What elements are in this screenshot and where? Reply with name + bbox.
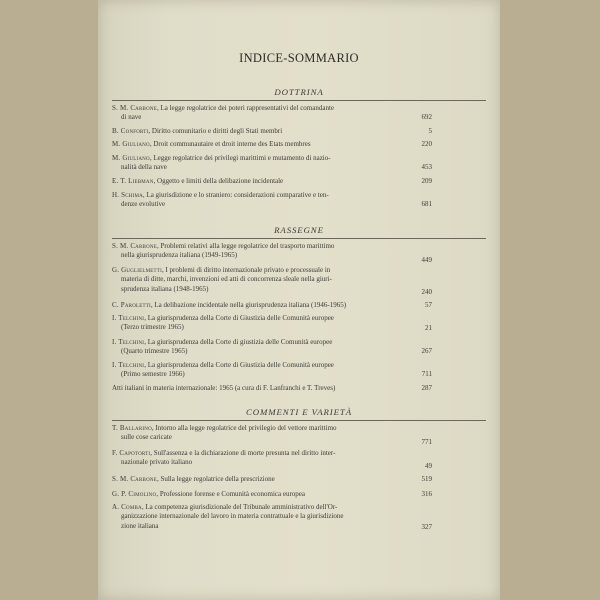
toc-entry: Atti italiani in materia internazionale: 1965 (a cura di F. Lanfranchi e T. Treves) bbox=[112, 384, 336, 392]
section-rule bbox=[112, 238, 486, 239]
toc-entry: E. T. Liebman, Oggetto e limiti della delibazione incidentale bbox=[112, 177, 284, 185]
book-page bbox=[98, 0, 500, 600]
toc-entry: A. Comba, La competenza giurisdizionale del Tribunale amministrativo dell'Or- ganizzazione internazionale del lavoro in materia contrattuale e la giurisdizione zione italiana bbox=[112, 503, 344, 530]
page-number: 57 bbox=[425, 301, 432, 309]
page-number: 771 bbox=[421, 438, 432, 446]
section-rule bbox=[112, 100, 486, 101]
page-number: 209 bbox=[421, 177, 432, 185]
toc-entry: H. Schima, La giurisdizione e lo straniero: considerazioni comparative e ten- denze evolutive bbox=[112, 191, 329, 209]
toc-entry: S. M. Carbone, La legge regolatrice dei poteri rappresentativi del comandante di nave bbox=[112, 104, 335, 122]
page-number: 49 bbox=[425, 462, 432, 470]
toc-entry: G. Guglielmetti, I problemi di diritto internazionale privato e processuale in materia di ditte, marchi, invenzioni ed atti di concorrenza sleale nella giuri- sprudenza italiana (1948-1965) bbox=[112, 266, 332, 293]
page-number: 519 bbox=[421, 475, 432, 483]
toc-entry: I. Telchini, La giurisprudenza della Corte di Giustizia delle Comunità europee (Primo semestre 1966) bbox=[112, 361, 334, 379]
toc-entry: S. M. Carbone, Sulla legge regolatrice della prescrizione bbox=[112, 475, 275, 483]
toc-entry: M. Giuliano, Droit communautaire et droit interne des Etats membres bbox=[112, 140, 311, 148]
page-number: 316 bbox=[421, 490, 432, 498]
toc-entry: B. Conforti, Diritto comunitario e diritti degli Stati membri bbox=[112, 127, 283, 135]
page-number: 449 bbox=[421, 256, 432, 264]
page-title: INDICE-SOMMARIO bbox=[239, 51, 359, 65]
section-heading-rassegne: RASSEGNE bbox=[274, 225, 324, 235]
page-number: 711 bbox=[421, 370, 432, 378]
toc-entry: C. Paroletti, La delibazione incidentale nella giurisprudenza italiana (1946-1965) bbox=[112, 301, 347, 309]
section-heading-dottrina: DOTTRINA bbox=[274, 87, 324, 97]
page-number: 681 bbox=[421, 200, 432, 208]
page-number: 220 bbox=[421, 140, 432, 148]
page-number: 21 bbox=[425, 324, 432, 332]
page-number: 5 bbox=[428, 127, 432, 135]
page-number: 327 bbox=[421, 523, 432, 531]
section-heading-commenti: COMMENTI E VARIETÀ bbox=[246, 407, 352, 417]
page-number: 267 bbox=[421, 347, 432, 355]
toc-entry: I. Telchini, La giurisprudenza della Corte di Giustizia delle Comunità europee (Terzo trimestre 1965) bbox=[112, 314, 334, 332]
toc-entry: M. Giuliano, Legge regolatrice dei privilegi marittimi e mutamento di nazio- nalità della nave bbox=[112, 154, 331, 172]
toc-entry: S. M. Carbone, Problemi relativi alla legge regolatrice del trasporto marittimo nella giurisprudenza italiana (1949-1965) bbox=[112, 242, 335, 260]
page-number: 240 bbox=[421, 288, 432, 296]
toc-entry: F. Capotorti, Sull'assenza e la dichiarazione di morte presunta nel diritto inter- nazionale privato italiano bbox=[112, 449, 336, 467]
toc-entry: G. P. Cimolino, Professione forense e Comunità economica europea bbox=[112, 490, 306, 498]
section-rule bbox=[112, 420, 486, 421]
page-number: 692 bbox=[421, 113, 432, 121]
page-number: 287 bbox=[421, 384, 432, 392]
page-number: 453 bbox=[421, 163, 432, 171]
toc-entry: T. Ballarino, Intorno alla legge regolatrice del privilegio del vettore marittimo sulle cose caricate bbox=[112, 424, 337, 442]
toc-entry: I. Telchini, La giurisprudenza della Corte di giustizia delle Comunità europee (Quarto trimestre 1965) bbox=[112, 338, 333, 356]
